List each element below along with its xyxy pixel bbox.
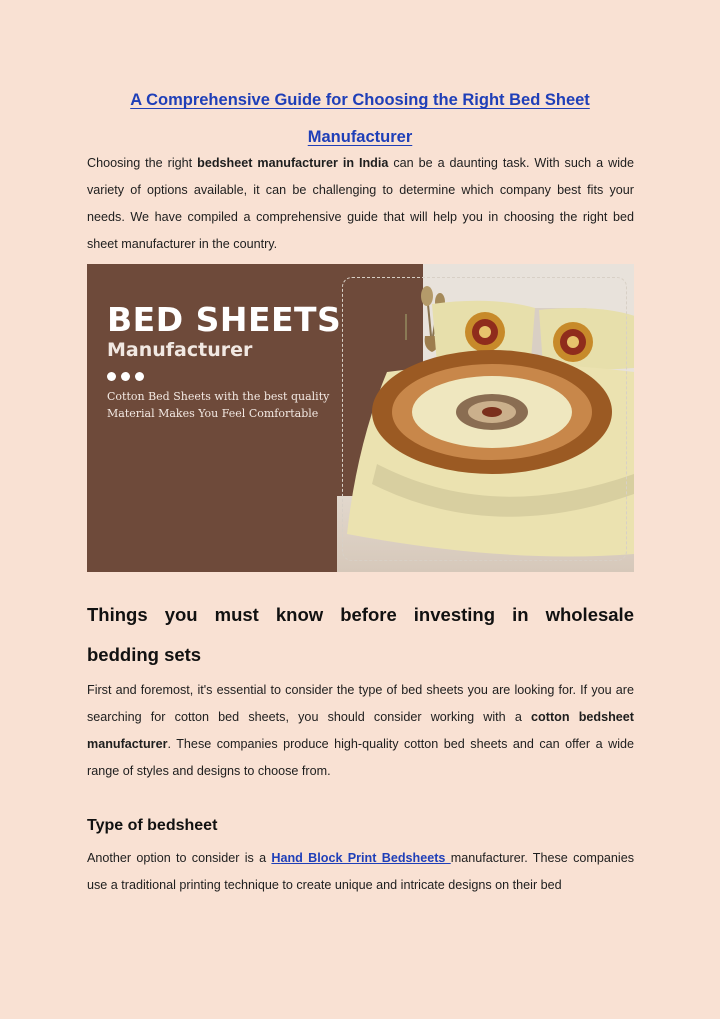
heading-word: know [275,604,324,625]
banner-dots-icon [107,372,144,381]
section1-keyword: cotton bedsheet manufacturer [87,710,634,751]
intro-keyword: bedsheet manufacturer in India [197,156,389,170]
title-line-1[interactable]: A Comprehensive Guide for Choosing the Right Bed Sheet [130,91,590,109]
heading-word: in [512,604,529,625]
heading-word: before [340,604,397,625]
intro-text-start: Choosing the right [87,156,198,170]
title-line-2[interactable]: Manufacturer [307,128,413,146]
article-title[interactable] [87,82,633,156]
section2-text-start: Another option to consider is a [87,851,272,865]
section2-text-end: manufacturer. These companies use a traditional printing technique to create unique and intricate designs on their bed [87,851,634,892]
intro-text-end: can be a daunting task. With such a wide variety of options available, it can be challenging to determine which company best fits your needs. We have compiled a comprehensive guide that will help you in choosing the right bed sheet manufacturer in the country. [87,156,634,251]
section1-paragraph [87,677,634,785]
section2-paragraph [87,845,634,899]
banner-subtitle: Manufacturer [107,339,253,361]
intro-paragraph [87,150,634,258]
section1-text-start: First and foremost, it's essential to consider the type of bed sheets you are looking for. If you are searching for cotton bed sheets, you should consider working with a [87,683,634,724]
section-heading-type-of-bedsheet: Type of bedsheet [87,817,218,834]
heading-word: wholesale [545,604,634,625]
decorative-dashed-frame [342,277,627,561]
heading-word: investing [413,604,496,625]
section-heading-things-to-know [87,595,634,675]
banner-title: BED SHEETS [107,300,342,339]
banner-description: Cotton Bed Sheets with the best quality Material Makes You Feel Comfortable [107,390,330,420]
heading-word: must [214,604,259,625]
hand-block-print-link[interactable]: Hand Block Print Bedsheets [271,851,451,865]
heading-line-2: bedding sets [87,644,202,665]
bed-sheets-banner-image [87,264,634,572]
heading-word: Things [87,604,148,625]
section1-text-end: . These companies produce high-quality cotton bed sheets and can offer a wide range of styles and designs to choose from. [87,737,634,778]
heading-word: you [164,604,198,625]
heading-line-1 [87,595,634,635]
